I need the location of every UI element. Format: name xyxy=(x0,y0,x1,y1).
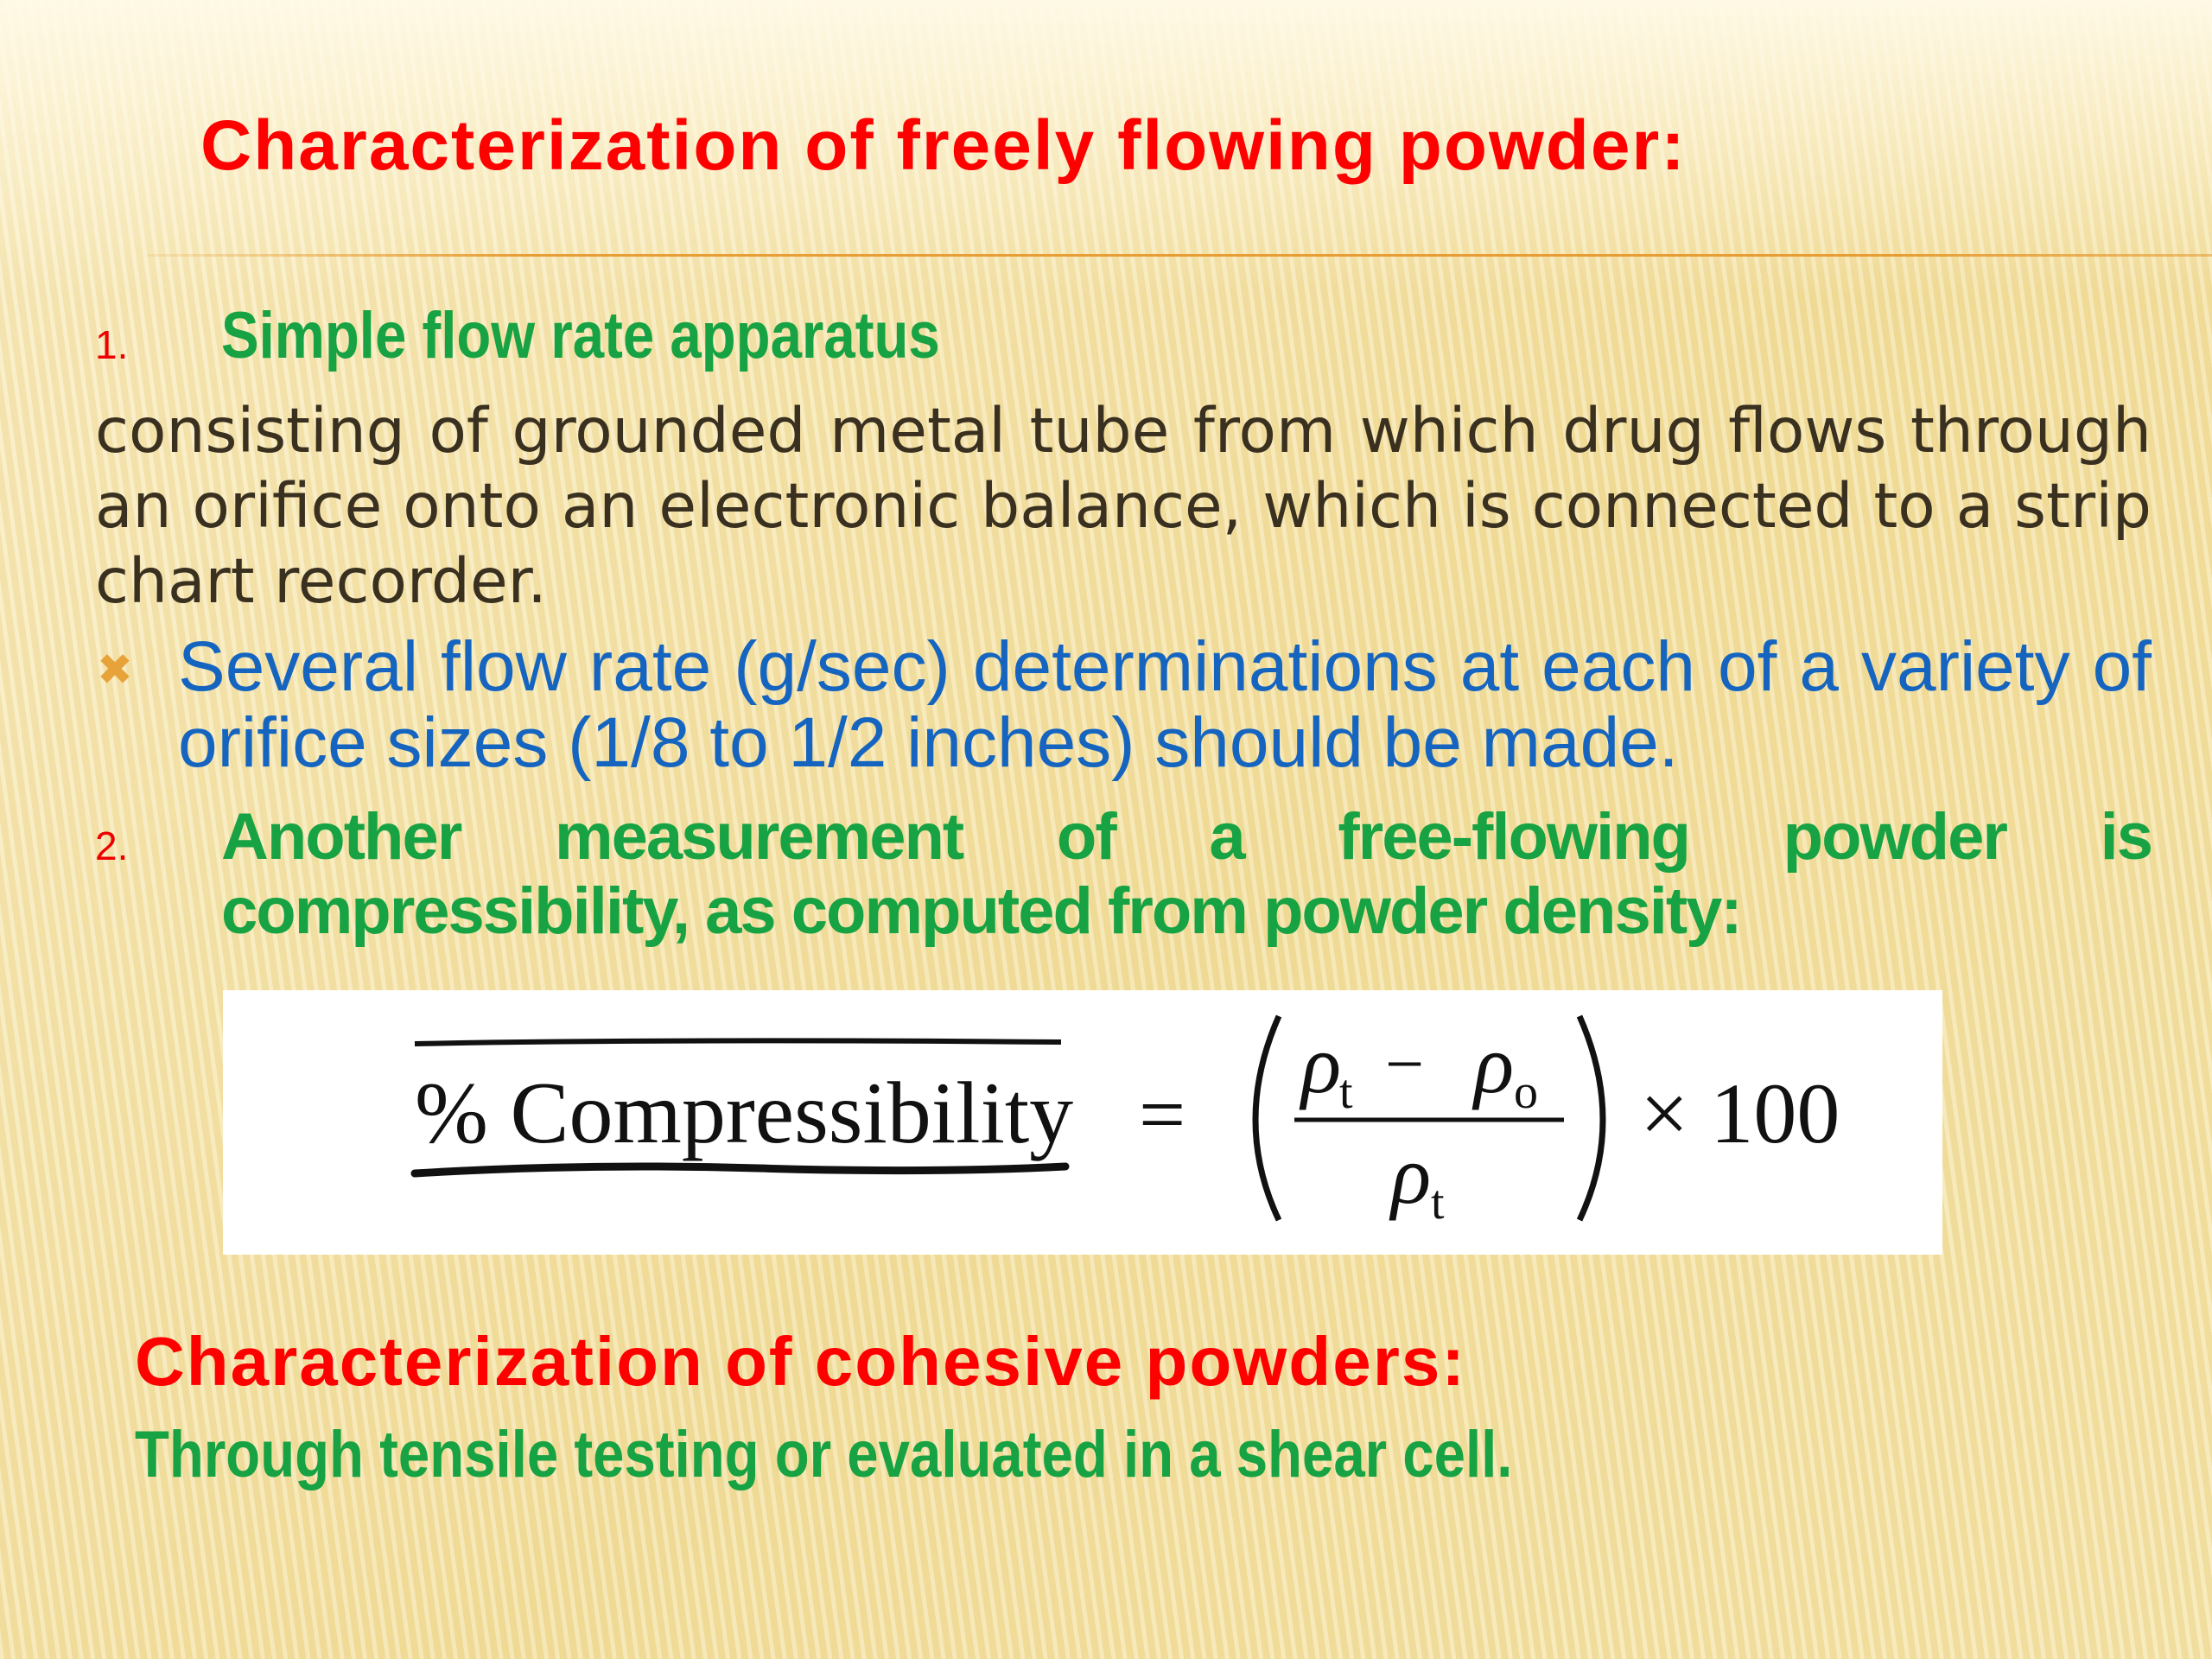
formula-graphic xyxy=(223,990,1942,1255)
denominator-rho-t-subscript: t xyxy=(1431,1176,1445,1230)
compressibility-line-1: Another measurement of a free-flowing powder is xyxy=(221,800,2152,874)
numerator-rho-t-subscript: t xyxy=(1339,1065,1353,1119)
bullet-flow-rate-determinations: Several flow rate (g/sec) determinations at each of a variety of orifice sizes (1/8 to 1/2 inches) should be made. xyxy=(178,627,2152,782)
cohesive-powders-method: Through tensile testing or evaluated in a shear cell. xyxy=(135,1418,1513,1491)
formula-times-100: × 100 xyxy=(1640,1065,1840,1161)
compressibility-line-2: compressibility, as computed from powder density: xyxy=(221,874,1741,948)
list-number-2: 2. xyxy=(95,823,129,868)
numerator-minus: − xyxy=(1385,1027,1425,1103)
formula-right-paren xyxy=(1580,1016,1603,1220)
x-mark-icon: ✖ xyxy=(97,645,133,695)
formula-overline xyxy=(415,1040,1061,1044)
item-heading-simple-flow-rate: Simple flow rate apparatus xyxy=(221,299,940,372)
item-compressibility-text xyxy=(221,800,2152,949)
denominator-rho-t: ρ xyxy=(1391,1128,1432,1221)
numerator-rho-t: ρ xyxy=(1301,1018,1342,1110)
formula-underline xyxy=(415,1166,1065,1173)
list-number-1: 1. xyxy=(95,322,129,367)
apparatus-description: consisting of grounded metal tube from which drug flows through an orifice onto an electronic balance, which is connected to a strip chart recorder. xyxy=(95,395,2152,617)
formula-left-paren xyxy=(1255,1016,1279,1220)
cohesive-powders-title: Characterization of cohesive powders: xyxy=(135,1323,1467,1400)
compressibility-formula xyxy=(223,990,1942,1255)
slide-title: Characterization of freely flowing powder: xyxy=(200,106,1687,185)
numerator-rho-o: ρ xyxy=(1474,1018,1515,1110)
title-divider xyxy=(147,254,2212,257)
numerator-rho-o-subscript: o xyxy=(1514,1065,1538,1119)
formula-lhs: % Compressibility xyxy=(415,1065,1074,1162)
formula-equals: = xyxy=(1139,1068,1186,1160)
